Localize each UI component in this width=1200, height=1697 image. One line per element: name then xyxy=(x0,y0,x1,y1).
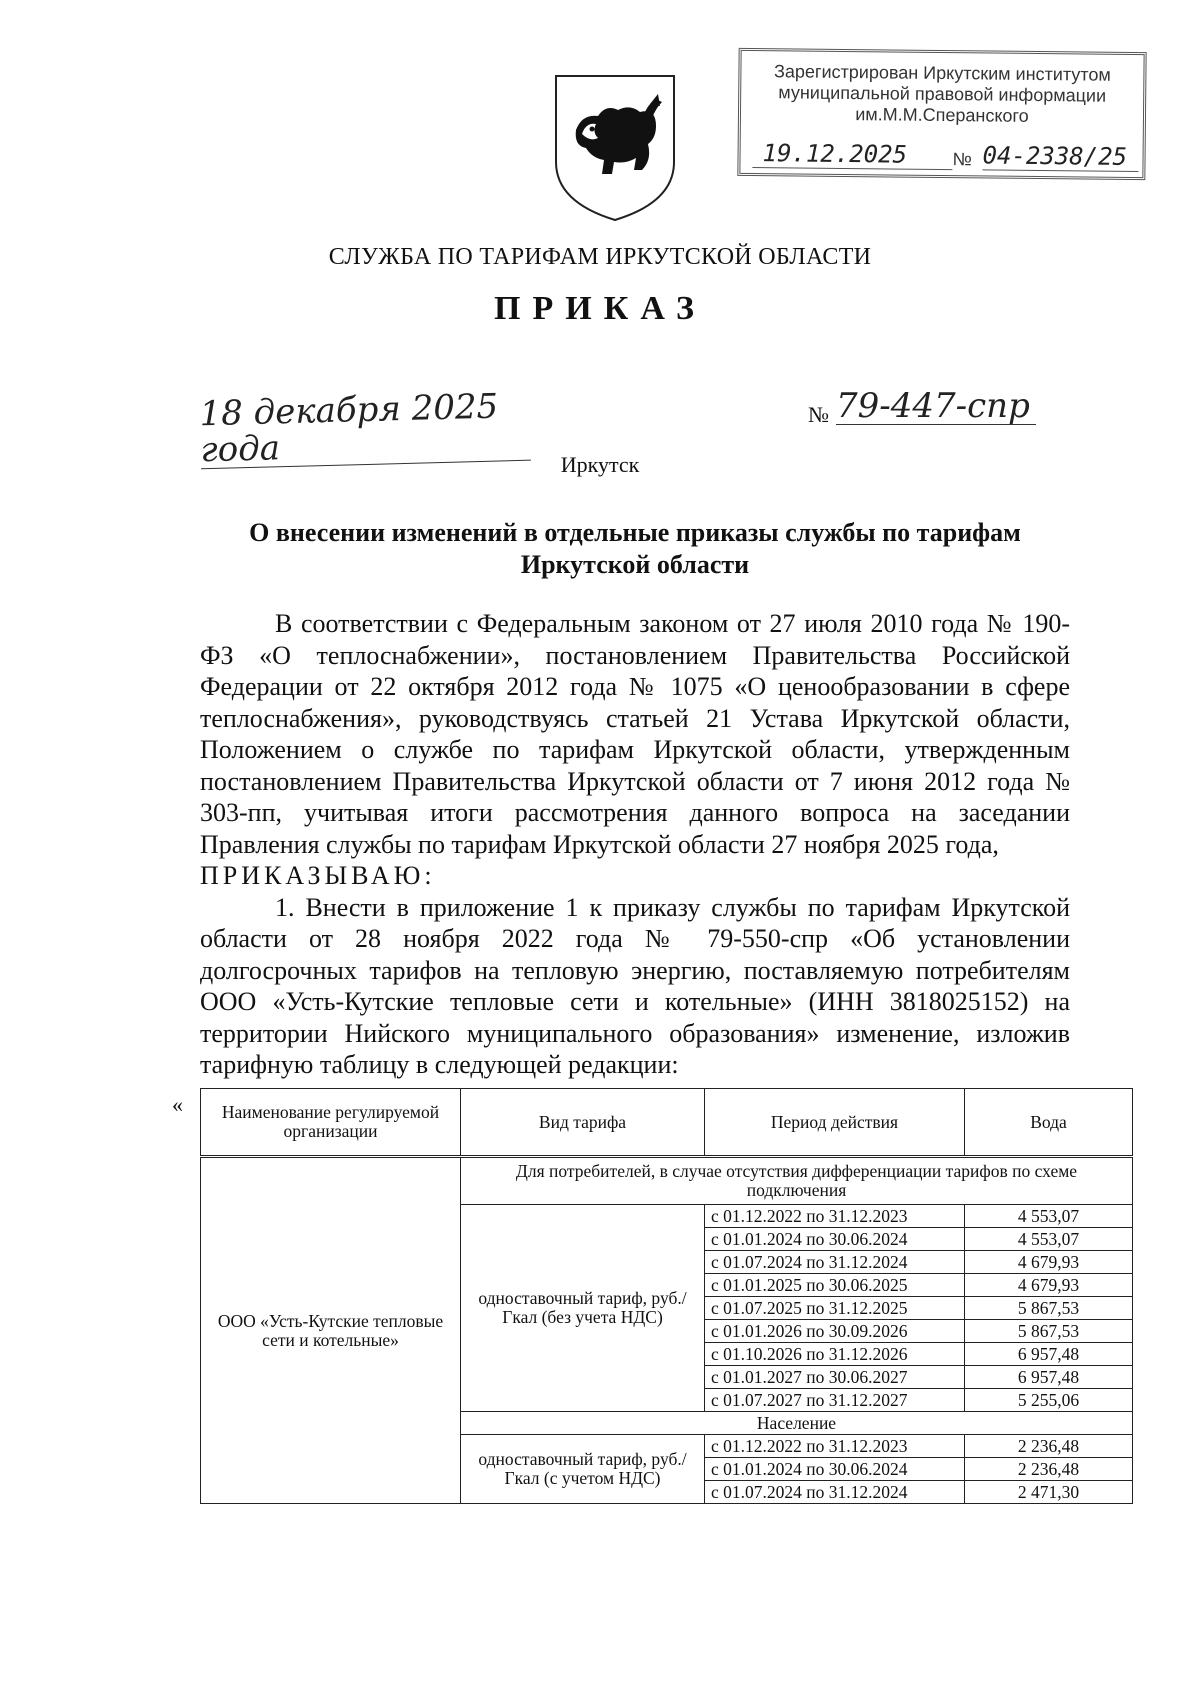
section2-tariff-type-cell: одноставочный тариф, руб./Гкал (с учетом НДС) xyxy=(461,1435,705,1504)
coat-of-arms-icon xyxy=(552,74,678,222)
period-cell: с 01.07.2024 по 31.12.2024 xyxy=(705,1481,965,1504)
stamp-line-3: им.М.М.Сперанского xyxy=(855,104,1029,126)
order-subject-heading: О внесении изменений в отдельные приказы службы по тарифам Иркутской области xyxy=(249,518,1021,579)
order-keyword: ПРИКАЗЫВАЮ: xyxy=(200,861,436,890)
water-tariff-value-cell: 5 255,06 xyxy=(965,1389,1133,1412)
water-tariff-value-cell: 6 957,48 xyxy=(965,1343,1133,1366)
water-tariff-value-cell: 5 867,53 xyxy=(965,1320,1133,1343)
agency-name: СЛУЖБА ПО ТАРИФАМ ИРКУТСКОЙ ОБЛАСТИ xyxy=(328,244,872,270)
opening-quote-mark: « xyxy=(172,1092,183,1117)
period-cell: с 01.01.2027 по 30.06.2027 xyxy=(705,1366,965,1389)
organization-name-cell: ООО «Усть-Кутские тепловые сети и котельные» xyxy=(201,1157,461,1504)
period-cell: с 01.01.2024 по 30.06.2024 xyxy=(705,1228,965,1251)
water-tariff-value-cell: 4 553,07 xyxy=(965,1228,1133,1251)
section2-title: Население xyxy=(461,1412,1133,1435)
table-header-row xyxy=(201,1089,1133,1157)
document-type-title: ПРИКАЗ xyxy=(494,290,706,327)
header-org: Наименование регулируемой организации xyxy=(201,1089,461,1157)
handwritten-order-number: 79-447-спр xyxy=(836,388,1036,425)
water-tariff-value-cell: 4 679,93 xyxy=(965,1274,1133,1297)
registration-stamp xyxy=(737,48,1146,180)
water-tariff-value-cell: 5 867,53 xyxy=(965,1297,1133,1320)
period-cell: с 01.12.2022 по 31.12.2023 xyxy=(705,1205,965,1228)
water-tariff-value-cell: 4 553,07 xyxy=(965,1205,1133,1228)
city-name: Иркутск xyxy=(560,452,640,477)
period-cell: с 01.10.2026 по 31.12.2026 xyxy=(705,1343,965,1366)
section1-tariff-type-cell: одноставочный тариф, руб./Гкал (без учета НДС) xyxy=(461,1205,705,1412)
handwritten-date: 18 декабря 2025 года xyxy=(199,388,531,470)
stamp-registration-row xyxy=(750,139,1132,173)
stamp-line-2: муниципальной правовой информации xyxy=(778,82,1107,106)
tariff-table-body xyxy=(201,1157,1133,1504)
order-number-label: № xyxy=(808,402,829,427)
order-body xyxy=(200,608,1070,1081)
section1-title-row xyxy=(201,1157,1133,1205)
period-cell: с 01.07.2024 по 31.12.2024 xyxy=(705,1251,965,1274)
stamp-number-label: № xyxy=(952,149,972,170)
stamp-registration-number: 04-2338/25 xyxy=(982,141,1138,172)
preamble-paragraph: В соответствии с Федеральным законом от 27 июля 2010 года № 190-ФЗ «О теплоснабжении», постановлением Правительства Российской Федерации от 22 октября 2012 года № 1075 «О ценообразовании в сфере теплоснабжения», руководствуясь статьей 21 Устава Иркутской области, Положением о службе по тарифам Иркутской области, утвержденным постановлением Правительства Иркутской области от 7 июня 2012 года № 303-пп, учитывая итоги рассмотрения данного вопроса на заседании Правления службы по тарифам Иркутской области 27 ноября 2025 года, xyxy=(200,609,1070,859)
water-tariff-value-cell: 2 236,48 xyxy=(965,1435,1133,1458)
water-tariff-value-cell: 2 236,48 xyxy=(965,1458,1133,1481)
period-cell: с 01.12.2022 по 31.12.2023 xyxy=(705,1435,965,1458)
section1-title: Для потребителей, в случае отсутствия дифференциации тарифов по схеме подключения xyxy=(461,1157,1133,1205)
period-cell: с 01.07.2025 по 31.12.2025 xyxy=(705,1297,965,1320)
stamp-registration-date: 19.12.2025 xyxy=(752,139,952,170)
water-tariff-value-cell: 4 679,93 xyxy=(965,1251,1133,1274)
header-water: Вода xyxy=(965,1089,1133,1157)
header-tariff-type: Вид тарифа xyxy=(461,1089,705,1157)
water-tariff-value-cell: 6 957,48 xyxy=(965,1366,1133,1389)
period-cell: с 01.01.2025 по 30.06.2025 xyxy=(705,1274,965,1297)
period-cell: с 01.01.2026 по 30.09.2026 xyxy=(705,1320,965,1343)
header-period: Период действия xyxy=(705,1089,965,1157)
period-cell: с 01.01.2024 по 30.06.2024 xyxy=(705,1458,965,1481)
stamp-line-1: Зарегистрирован Иркутским институтом xyxy=(773,61,1111,85)
order-item-1: 1. Внести в приложение 1 к приказу службы по тарифам Иркутской области от 28 ноября 2022 года № 79-550-спр «Об установлении долгосрочных тарифов на тепловую энергию, поставляемую потребителям ООО «Усть-Кутские тепловые сети и котельные» (ИНН 3818025152) на территории Нийского муниципального образования» изменение, изложив тарифную таблицу в следующей редакции: xyxy=(200,892,1070,1079)
water-tariff-value-cell: 2 471,30 xyxy=(965,1481,1133,1504)
tariff-table xyxy=(200,1088,1133,1504)
period-cell: с 01.07.2027 по 31.12.2027 xyxy=(705,1389,965,1412)
